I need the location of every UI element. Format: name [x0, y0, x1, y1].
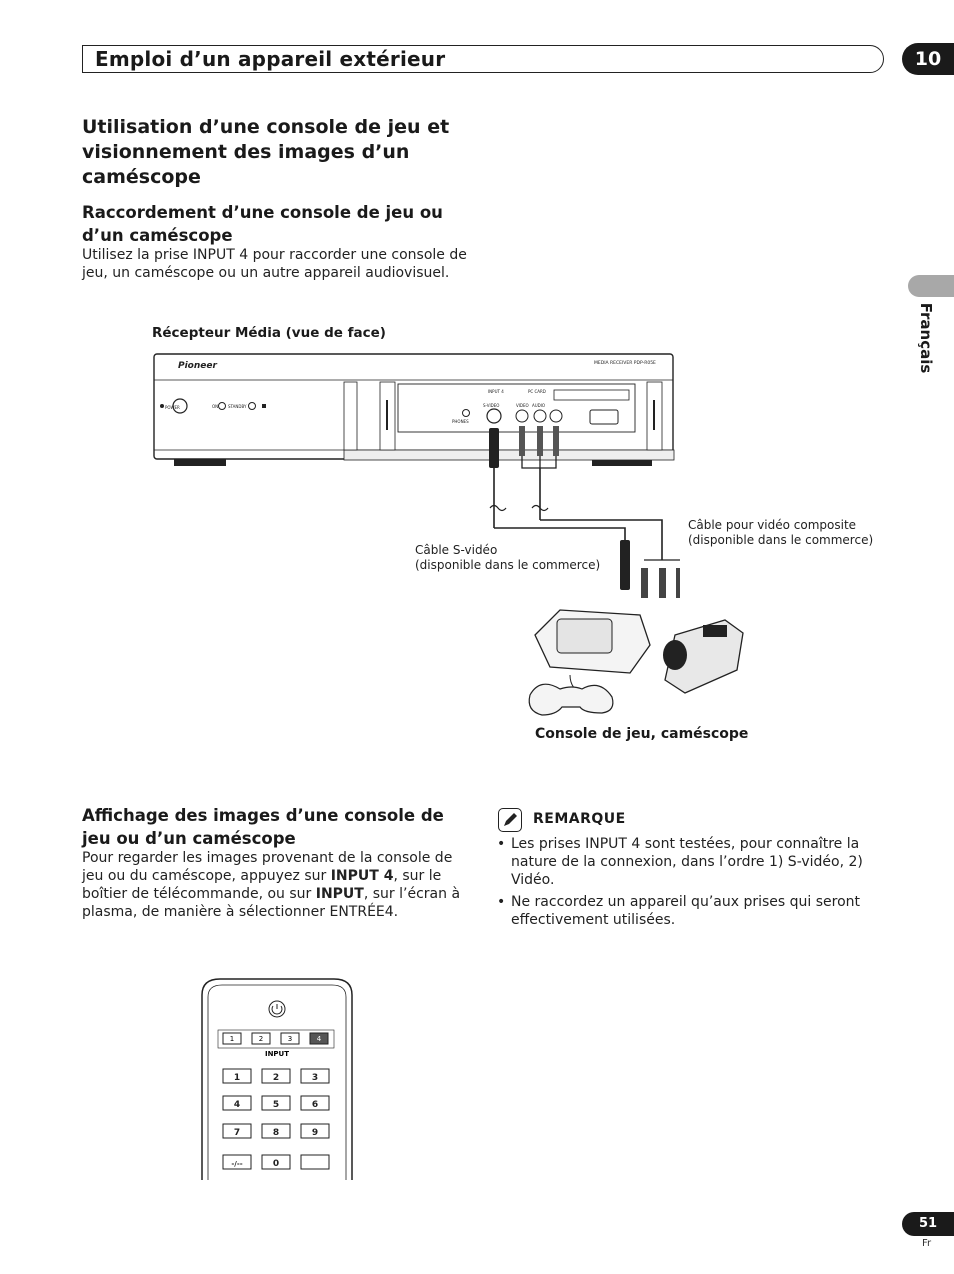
devices-label: Console de jeu, caméscope	[535, 726, 749, 742]
svg-text:8: 8	[272, 1128, 280, 1138]
display-subtitle: Affichage des images d’une console de jeu ou d’un caméscope	[82, 806, 444, 848]
svg-text:6: 6	[311, 1100, 319, 1110]
svg-text:3: 3	[287, 1035, 293, 1043]
svg-text:9: 9	[311, 1128, 319, 1138]
svg-text:2: 2	[272, 1073, 280, 1083]
brand-logo: Pioneer	[178, 361, 217, 371]
section-title: Utilisation d’une console de jeu et visionnement des images d’un caméscope	[82, 116, 450, 188]
svg-text:-/--: -/--	[231, 1160, 243, 1168]
svg-text:4: 4	[316, 1035, 322, 1043]
svg-text:0: 0	[272, 1159, 280, 1169]
page-number: 51	[902, 1212, 954, 1236]
chapter-title: Emploi d’un appareil extérieur	[95, 47, 446, 71]
note-item: • Ne raccordez un appareil qu’aux prises qui seront effectivement utilisées.	[497, 893, 867, 929]
receiver-label: Récepteur Média (vue de face)	[152, 325, 386, 341]
chapter-number: 10	[902, 43, 954, 75]
pccard-label: PC CARD	[528, 389, 546, 394]
input4-key: INPUT 4	[330, 868, 394, 884]
note-list	[497, 835, 867, 933]
power-label: POWER	[165, 405, 180, 410]
receiver-foot-left	[174, 459, 226, 466]
input4-label: INPUT 4	[488, 389, 504, 394]
svideo-plug-end	[620, 540, 630, 590]
audio-l-jack	[534, 410, 546, 422]
phones-label: PHONES	[452, 419, 469, 424]
note-item: • Les prises INPUT 4 sont testées, pour connaître la nature de la connexion, dans l’ordre 1) S-vidéo, 2) Vidéo.	[497, 835, 867, 889]
pc-connector	[590, 410, 618, 424]
note-pencil-icon	[498, 808, 522, 832]
game-controller	[529, 684, 613, 715]
audio-r-jack	[550, 410, 562, 422]
connection-subtitle: Raccordement d’une console de jeu ou d’un caméscope	[82, 203, 443, 245]
language-label: Français	[917, 302, 935, 374]
svideo-cable-label: Câble S-vidéo (disponible dans le commerce)	[415, 543, 601, 572]
svg-text:5: 5	[272, 1100, 280, 1110]
svg-text:1: 1	[233, 1073, 241, 1083]
connection-body: Utilisez la prise INPUT 4 pour raccorder une console de jeu, un caméscope ou un autre appareil audiovisuel.	[82, 247, 467, 281]
svg-text:3: 3	[311, 1073, 319, 1083]
input-key: INPUT	[315, 886, 364, 902]
video-jack	[516, 410, 528, 422]
display-body: Pour regarder les images provenant de la console de jeu ou du caméscope, appuyez sur INPUT 4, sur le boîtier de télécommande, ou sur INPUT, sur l’écran à plasma, de manière à sélectionner ENTRÉE4.	[82, 850, 461, 920]
svg-text:4: 4	[233, 1100, 241, 1110]
svideo-jack	[487, 409, 501, 423]
svg-text:2: 2	[258, 1035, 264, 1043]
page-language: Fr	[922, 1238, 932, 1249]
model-text: MEDIA RECEIVER PDP-R05E	[594, 361, 656, 366]
on-label: ON	[212, 404, 219, 409]
standby-label: STANDBY	[228, 404, 247, 409]
console-screen	[557, 619, 612, 653]
audio-label: AUDIO	[532, 403, 546, 408]
video-label: VIDEO	[516, 403, 529, 408]
svideo-plug	[489, 428, 499, 468]
camcorder-lens	[663, 640, 687, 670]
composite-cable-label: Câble pour vidéo composite (disponible dans le commerce)	[688, 518, 874, 547]
svg-text:1: 1	[229, 1035, 235, 1043]
devices-illustration	[525, 605, 750, 720]
remote-input-label: INPUT	[264, 1050, 290, 1058]
language-tab	[908, 275, 954, 297]
note-title: REMARQUE	[533, 811, 626, 827]
remote-control	[200, 975, 355, 1180]
pccard-slot	[554, 390, 629, 400]
svideo-label: S-VIDEO	[483, 403, 500, 408]
svg-text:7: 7	[233, 1128, 241, 1138]
